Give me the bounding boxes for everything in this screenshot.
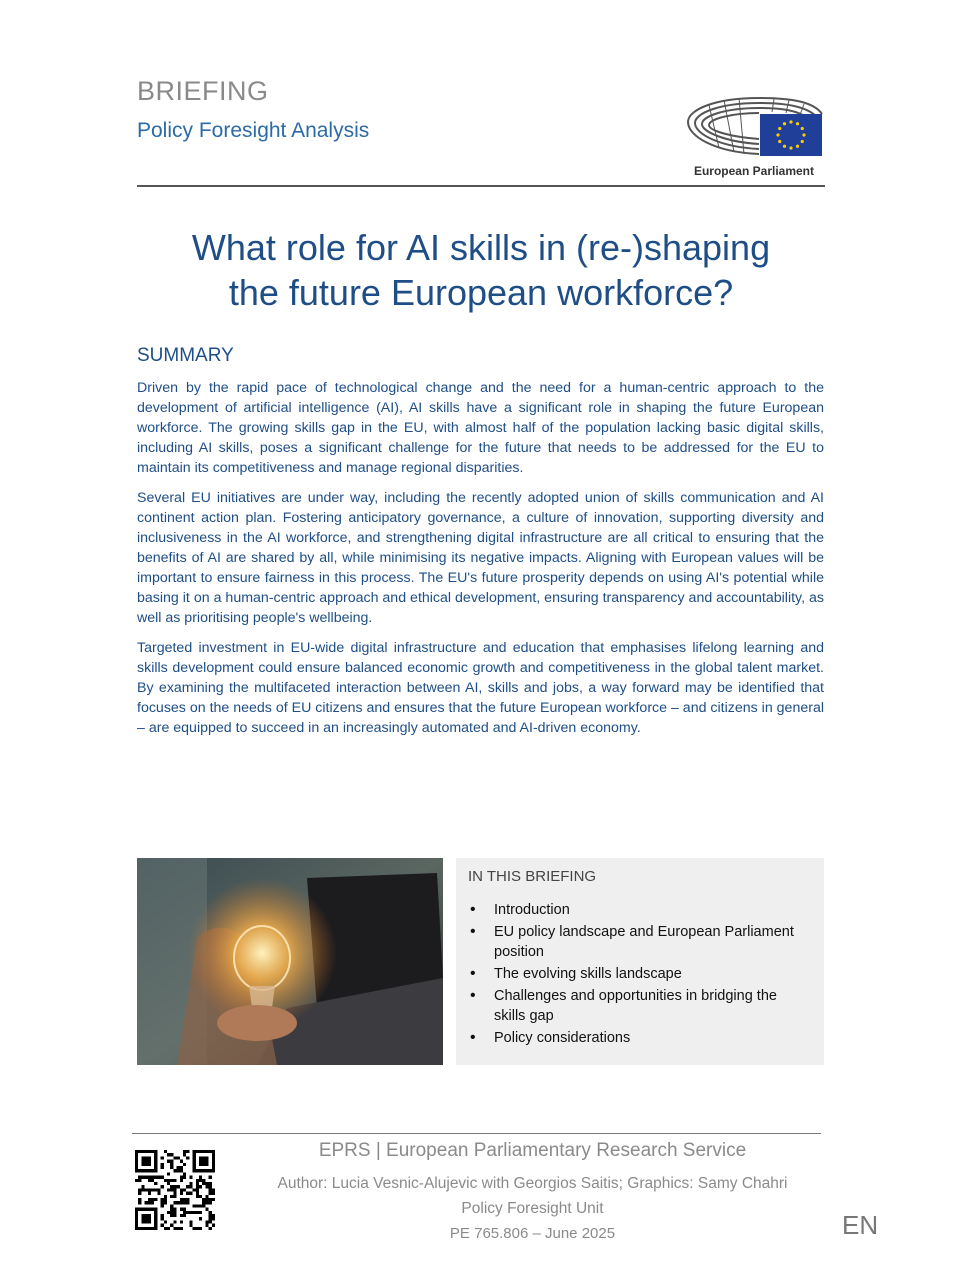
summary-heading: SUMMARY bbox=[137, 345, 234, 366]
summary-paragraph: Several EU initiatives are under way, including the recently adopted union of skills communication and AI continent action plan. Fostering anticipatory governance, a culture of innovation, supporting diversity and inclusiveness in the AI workforce, and strengthening digital infrastructure are all critical to ensuring that the benefits of AI are shared by all, while minimising its negative impacts. Aligning with European values will be important to ensure fairness in this process. The EU's future prosperity depends on using AI's potential while basing it on a human-centric approach and ethical development, ensuring transparency and accountability, as well as prioritising people's wellbeing. bbox=[137, 490, 824, 626]
ai-lightbulb-photo bbox=[137, 858, 443, 1065]
summary-paragraph: Targeted investment in EU-wide digital infrastructure and education that emphasises lifelong learning and skills development could ensure balanced economic growth and competitiveness in the global talent market. By examining the multifaceted interaction between AI, skills and jobs, a way forward may be identified that focuses on the needs of EU citizens and ensures that the future European workforce – and citizens in general – are equipped to succeed in an increasingly automated and AI-driven economy. bbox=[137, 640, 824, 736]
footer-divider bbox=[132, 1133, 821, 1134]
summary-paragraph: Driven by the rapid pace of technological change and the need for a human-centric approach to the development of artificial intelligence (AI), AI skills have a significant role in shaping the future European workforce. The growing skills gap in the EU, with almost half of the population lacking basic digital skills, including AI skills, poses a significant challenge for the future that needs to be addressed for the EU to maintain its competitiveness and manage regional disparities. bbox=[137, 380, 824, 476]
summary-body bbox=[137, 378, 824, 748]
eu-star-icon bbox=[776, 133, 779, 136]
document-type-label: BRIEFING bbox=[137, 76, 269, 106]
toc-list bbox=[466, 900, 811, 1050]
document-reference: PE 765.806 – June 2025 bbox=[449, 1225, 616, 1242]
title-line-1: What role for AI skills in (re-)shaping bbox=[191, 227, 771, 268]
eu-star-icon bbox=[796, 145, 799, 148]
toc-item: • Policy considerations bbox=[466, 1028, 811, 1048]
eu-star-icon bbox=[789, 146, 792, 149]
eu-star-icon bbox=[783, 122, 786, 125]
eu-star-icon bbox=[801, 140, 804, 143]
eu-star-icon bbox=[783, 145, 786, 148]
logo-label: European Parliament bbox=[693, 164, 815, 178]
toc-item: • The evolving skills landscape bbox=[466, 964, 811, 984]
toc-item: • Challenges and opportunities in bridging the skills gap bbox=[466, 986, 811, 1026]
toc-item: • EU policy landscape and European Parliament position bbox=[466, 922, 811, 962]
eu-star-icon bbox=[796, 122, 799, 125]
eu-star-icon bbox=[802, 133, 805, 136]
unit-name: Policy Foresight Unit bbox=[461, 1200, 604, 1217]
in-this-briefing-box bbox=[456, 858, 824, 1065]
research-service-name: EPRS | European Parliamentary Research Service bbox=[318, 1140, 747, 1161]
language-code: EN bbox=[842, 1210, 879, 1240]
eu-star-icon bbox=[801, 127, 804, 130]
header-divider bbox=[137, 185, 825, 187]
qr-code-icon bbox=[135, 1150, 215, 1230]
series-name: Policy Foresight Analysis bbox=[137, 119, 370, 142]
toc-heading: IN THIS BRIEFING bbox=[468, 868, 597, 885]
title-line-2: the future European workforce? bbox=[228, 272, 734, 313]
author-credits: Author: Lucia Vesnic-Alujevic with Georgios Saitis; Graphics: Samy Chahri bbox=[277, 1175, 788, 1192]
eu-star-icon bbox=[778, 140, 781, 143]
eu-star-icon bbox=[778, 127, 781, 130]
eu-star-icon bbox=[789, 120, 792, 123]
document-title bbox=[137, 225, 825, 315]
toc-item: • Introduction bbox=[466, 900, 811, 920]
